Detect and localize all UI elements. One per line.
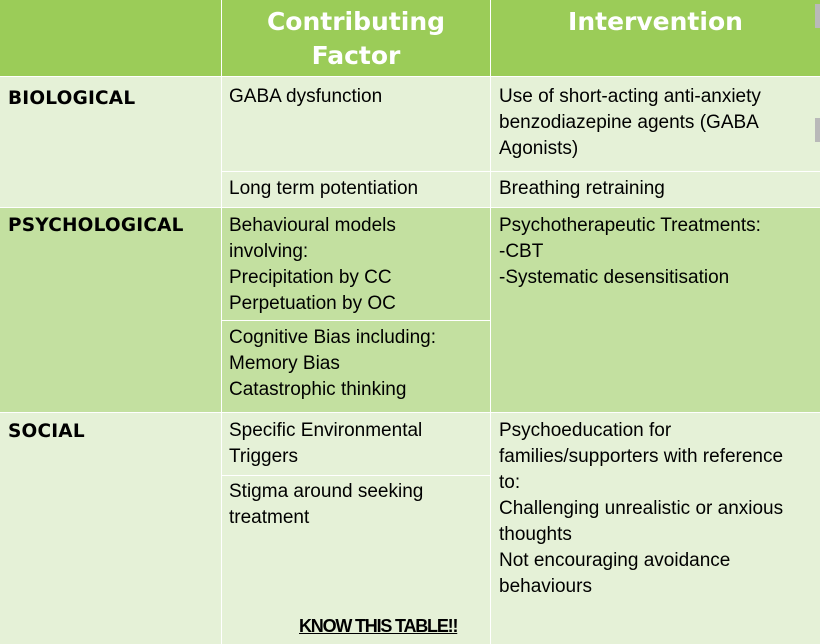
know-this-table-note: KNOW THIS TABLE!! — [299, 616, 458, 636]
cell-line: Challenging unrealistic or anxious — [499, 498, 784, 519]
grid-line — [221, 475, 491, 476]
cell-line: Stigma around seeking — [229, 481, 424, 502]
header-contributing-factor — [221, 0, 491, 76]
grid-line — [221, 0, 222, 644]
cell-line: -CBT — [499, 241, 544, 262]
category-label: SOCIAL — [8, 421, 85, 442]
intervention-cell — [491, 171, 820, 207]
cell-line: Not encouraging avoidance — [499, 550, 731, 571]
header-cell-empty — [0, 0, 221, 76]
category-biological — [0, 76, 221, 207]
cell-line: Triggers — [229, 446, 298, 467]
cell-line: Breathing retraining — [499, 178, 665, 199]
cell-line: Catastrophic thinking — [229, 379, 407, 400]
category-label: PSYCHOLOGICAL — [8, 215, 184, 236]
cell-line: Agonists) — [499, 138, 579, 159]
edge-marker — [815, 4, 820, 28]
cell-line: involving: — [229, 241, 309, 262]
cell-line: GABA dysfunction — [229, 86, 383, 107]
category-label: BIOLOGICAL — [8, 88, 136, 109]
cell-line: thoughts — [499, 524, 572, 545]
header-line: Factor — [311, 41, 401, 70]
category-psychological — [0, 207, 221, 412]
factor-cell — [221, 76, 491, 171]
factor-cell — [221, 171, 491, 207]
cell-line: Precipitation by CC — [229, 267, 392, 288]
edge-marker — [815, 118, 820, 142]
grid-line — [0, 412, 820, 413]
cell-line: Psychoeducation for — [499, 420, 672, 441]
cell-line: Use of short-acting anti-anxiety — [499, 86, 761, 107]
cell-line: Behavioural models — [229, 215, 396, 236]
grid-line — [221, 171, 820, 172]
header-line: Intervention — [568, 7, 743, 36]
cell-line: Perpetuation by OC — [229, 293, 396, 314]
header-line: Contributing — [266, 7, 446, 36]
cell-line: Cognitive Bias including: — [229, 327, 437, 348]
intervention-cell — [491, 207, 820, 412]
cell-line: Long term potentiation — [229, 178, 419, 199]
factor-cell — [221, 320, 491, 412]
header-intervention — [491, 0, 820, 76]
cell-line: Psychotherapeutic Treatments: — [499, 215, 761, 236]
factor-cell — [221, 207, 491, 320]
category-social — [0, 412, 221, 644]
grid-line — [0, 207, 820, 208]
grid-line — [221, 320, 491, 321]
cell-line: treatment — [229, 507, 310, 528]
cell-line: benzodiazepine agents (GABA — [499, 112, 759, 133]
intervention-cell — [491, 76, 820, 171]
factor-cell — [221, 412, 491, 475]
cell-line: -Systematic desensitisation — [499, 267, 730, 288]
grid-line — [490, 0, 491, 644]
grid-line — [0, 76, 820, 77]
cell-line: behaviours — [499, 576, 592, 597]
intervention-cell — [491, 412, 820, 644]
cell-line: Specific Environmental — [229, 420, 423, 441]
cell-line: families/supporters with reference — [499, 446, 784, 467]
cell-line: to: — [499, 472, 521, 493]
cell-line: Memory Bias — [229, 353, 340, 374]
